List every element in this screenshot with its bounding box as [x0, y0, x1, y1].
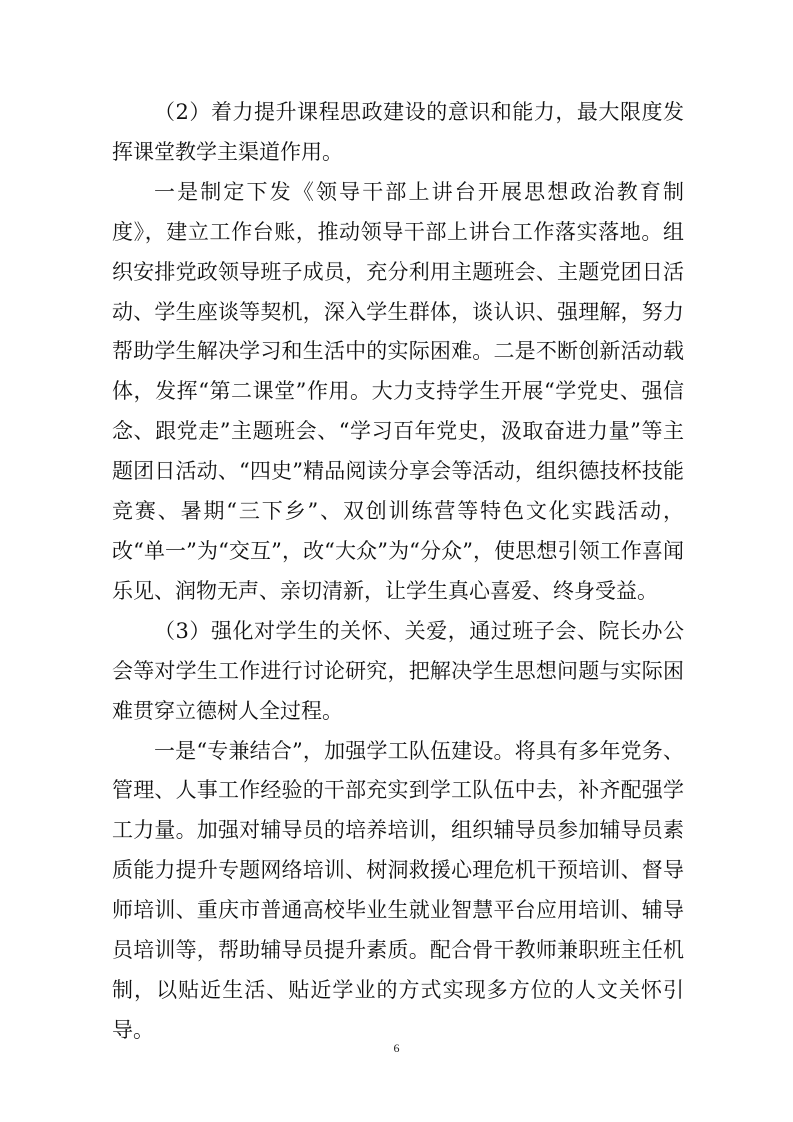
paragraph-heading-2: （2）着力提升课程思政建设的意识和能力，最大限度发挥课堂教学主渠道作用。 — [112, 100, 684, 164]
paragraph-leadership-lectures: 一是制定下发《领导干部上讲台开展思想政治教育制度》，建立工作台账，推动领导干部上讲台工作落实落地。组织安排党政领导班子成员，充分利用主题班会、主题党团日活动、学生座谈等契机，深入学生群体，谈认识、强理解，努力帮助学生解决学习和生活中的实际困难。二是不断创新活动载体，发挥“第二课堂”作用。大力支持学生开展“学党史、强信念、跟党走”主题班会、“学习百年党史，汲取奋进力量”等主题团日活动、“四史”精品阅读分享会等活动，组织德技杯技能竞赛、暑期“三下乡”、双创训练营等特色文化实践活动，改“单一”为“交互”，改“大众”为“分众”，使思想引领工作喜闻乐见、润物无声、亲切清新，让学生真心喜爱、终身受益。 — [112, 179, 684, 603]
paragraph-counselor-team: 一是“专兼结合”，加强学工队伍建设。将具有多年党务、管理、人事工作经验的干部充实到学工队伍中去，补齐配强学工力量。加强对辅导员的培养培训，组织辅导员参加辅导员素质能力提升专题网络培训、树洞救援心理危机干预培训、督导师培训、重庆市普通高校毕业生就业智慧平台应用培训、辅导员培训等，帮助辅导员提升素质。配合骨干教师兼职班主任机制，以贴近生活、贴近学业的方式实现多方位的人文关怀引导。 — [112, 738, 684, 1042]
body-text — [112, 93, 684, 1051]
paragraph-heading-3: （3）强化对学生的关怀、关爱，通过班子会、院长办公会等对学生工作进行讨论研究，把解决学生思想问题与实际困难贯穿立德树人全过程。 — [112, 618, 684, 723]
page-number: 6 — [393, 1041, 400, 1055]
